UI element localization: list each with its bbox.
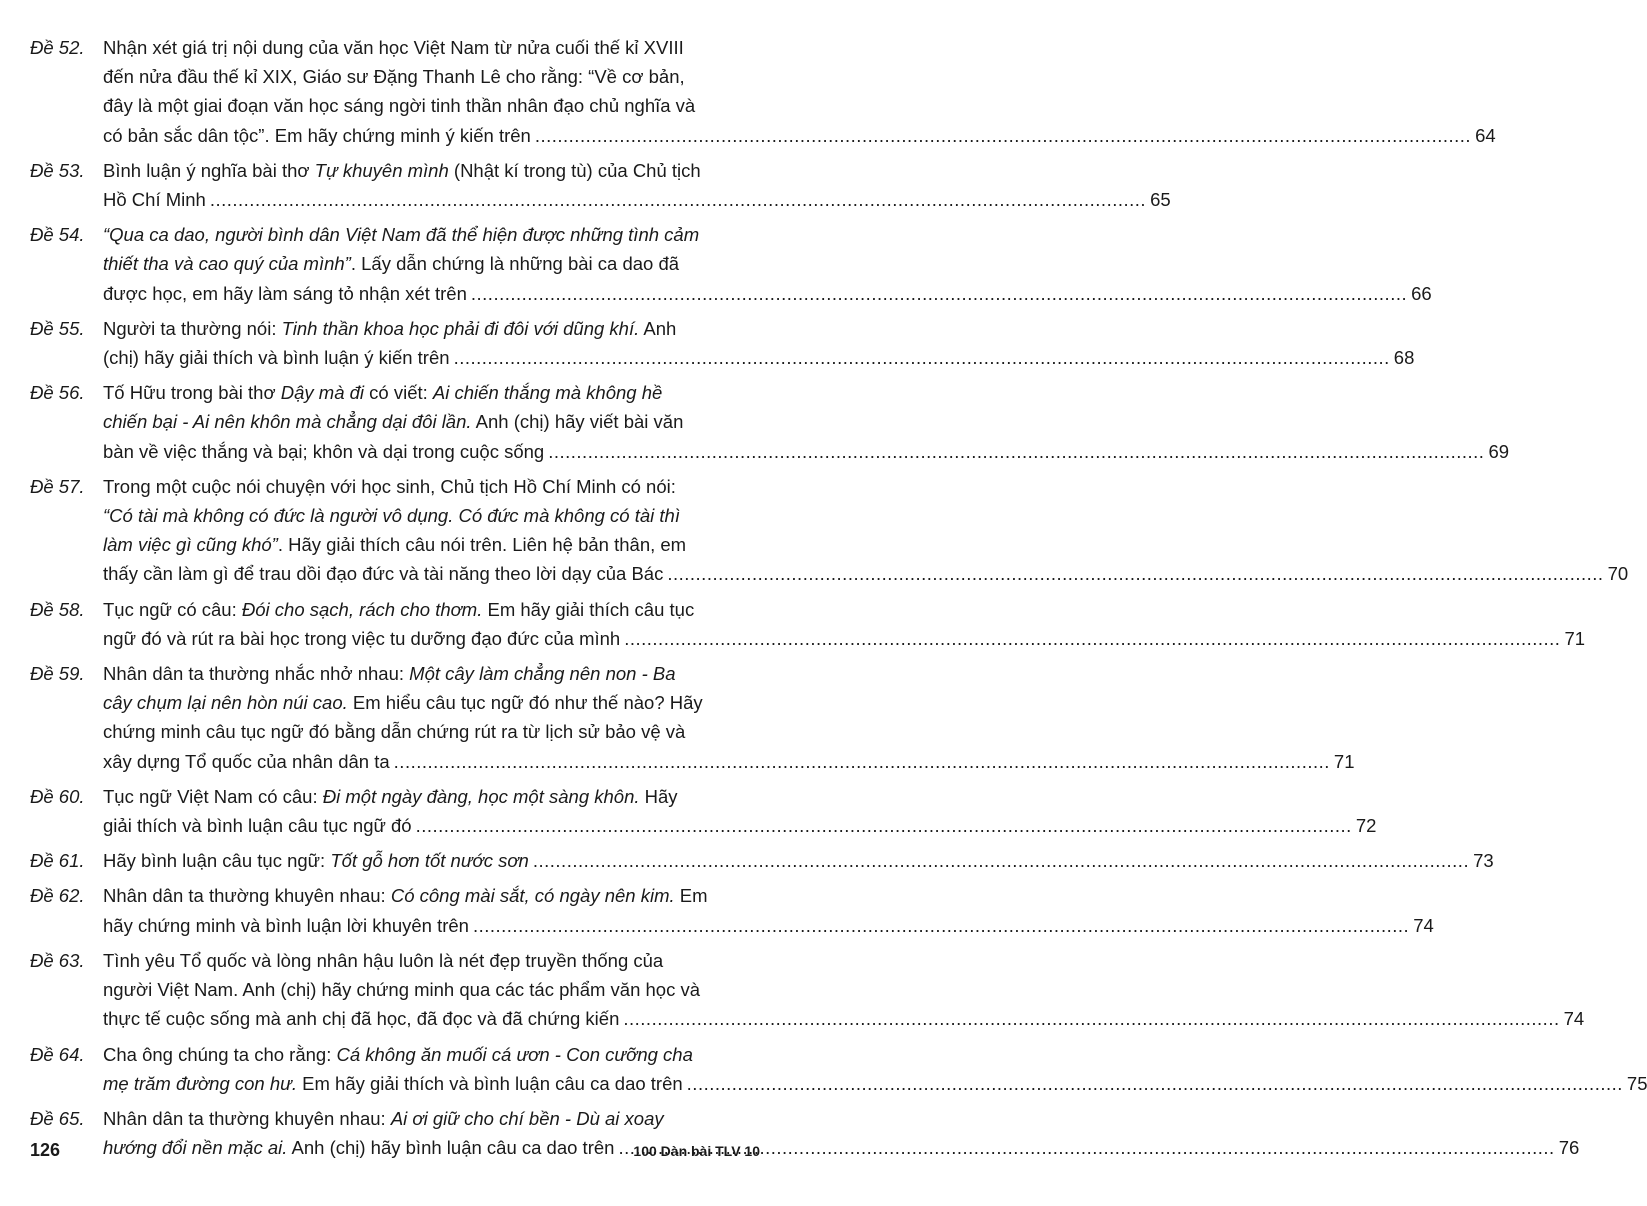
text-segment: . Hãy giải thích câu nói trên. Liên hệ bản thân, em <box>277 534 687 556</box>
entry-line <box>103 559 1628 588</box>
entry-number: Đề 65. <box>30 1107 85 1129</box>
entry-number: Đề 54. <box>30 224 85 246</box>
entry-number: Đề 61. <box>30 850 85 872</box>
toc-entry <box>30 33 1496 150</box>
table-of-contents <box>30 33 1647 1168</box>
entry-line <box>103 846 1494 875</box>
dot-leader <box>416 811 1352 840</box>
text-segment: hãy chứng minh và bình luận lời khuyên trên <box>103 914 469 936</box>
entry-line <box>103 472 1628 501</box>
page-ref: 71 <box>1564 627 1586 649</box>
text-segment: ngữ đó và rút ra bài học trong việc tu dưỡng đạo đức của mình <box>103 627 621 649</box>
entry-text <box>103 314 1414 372</box>
entry-line <box>103 407 1509 436</box>
text-segment: có bản sắc dân tộc”. Em hãy chứng minh ý kiến trên <box>103 124 531 146</box>
quoted-title: Dậy mà đi <box>280 382 365 404</box>
dot-leader <box>473 911 1409 940</box>
page-ref: 76 <box>1558 1137 1580 1159</box>
text-segment: đây là một giai đoạn văn học sáng ngời tinh thần nhân đạo chủ nghĩa và <box>103 95 696 117</box>
entry-text <box>103 782 1376 840</box>
quoted-title: Cá không ăn muối cá ươn - Con cưỡng cha <box>336 1043 693 1065</box>
text-segment: Anh (chị) hãy bình luận câu ca dao trên <box>287 1137 615 1159</box>
entry-line <box>103 1069 1647 1098</box>
text-segment: Hồ Chí Minh <box>103 189 206 211</box>
text-segment: Hãy <box>639 785 678 807</box>
entry-number: Đề 62. <box>30 885 85 907</box>
text-segment: (Nhật kí trong tù) của Chủ tịch <box>448 159 701 181</box>
text-segment: Tục ngữ Việt Nam có câu: <box>103 785 323 807</box>
text-segment: (chị) hãy giải thích và bình luận ý kiến trên <box>103 347 450 369</box>
dot-leader <box>535 121 1471 150</box>
toc-entry <box>30 472 1629 589</box>
page-number: 126 <box>30 1140 61 1160</box>
entry-line <box>103 688 1354 717</box>
entry-number: Đề 59. <box>30 663 85 685</box>
page-ref: 64 <box>1475 124 1496 146</box>
quoted-title: “Có tài mà không có đức là người vô dụng. Có đức mà không có tài thì <box>103 505 680 527</box>
quoted-title: Ai ơi giữ cho chí bền - Dù ai xoay <box>390 1107 664 1129</box>
entry-line <box>103 185 1171 214</box>
text-segment: Em hãy giải thích câu tục <box>482 598 695 620</box>
dot-leader <box>454 343 1390 372</box>
text-segment: Cha ông chúng ta cho rằng: <box>103 1043 337 1065</box>
quoted-title: mẹ trăm đường con hư. <box>103 1072 298 1094</box>
toc-entry <box>30 595 1586 653</box>
entry-line <box>103 911 1434 940</box>
entry-number: Đề 55. <box>30 317 85 339</box>
entry-number: Đề 57. <box>30 475 85 497</box>
text-segment: Anh (chị) hãy viết bài văn <box>471 411 684 433</box>
entry-line <box>103 378 1509 407</box>
text-segment: có viết: <box>364 382 433 404</box>
quoted-title: Tốt gỗ hơn tốt nước sơn <box>330 850 529 872</box>
entry-number: Đề 53. <box>30 159 85 181</box>
entry-line <box>103 343 1414 372</box>
entry-line <box>103 881 1434 910</box>
text-segment: được học, em hãy làm sáng tỏ nhận xét trên <box>103 282 467 304</box>
quoted-title: Đi một ngày đàng, học một sàng khôn. <box>322 785 640 807</box>
text-segment: Tục ngữ có câu: <box>103 598 242 620</box>
entry-line <box>103 530 1628 559</box>
text-segment: bàn về việc thắng và bại; khôn và dại trong cuộc sống <box>103 440 545 462</box>
book-title: 100 Dàn bài TLV 10 <box>633 1143 760 1159</box>
text-segment: Em hiểu câu tục ngữ đó như thế nào? Hãy <box>347 692 703 714</box>
dot-leader <box>471 279 1407 308</box>
text-segment: xây dựng Tổ quốc của nhân dân ta <box>103 750 390 772</box>
entry-line <box>103 782 1376 811</box>
entry-line <box>103 595 1585 624</box>
entry-text <box>103 946 1584 1034</box>
quoted-title: hướng đổi nền mặc ai. <box>103 1137 288 1159</box>
entry-line <box>103 624 1585 653</box>
entry-number: Đề 63. <box>30 949 85 971</box>
quoted-title: Đói cho sạch, rách cho thơm. <box>241 598 483 620</box>
entry-number: Đề 64. <box>30 1043 85 1065</box>
entry-line <box>103 1004 1584 1033</box>
entry-line <box>103 717 1354 746</box>
entry-text <box>103 881 1434 939</box>
page-ref: 72 <box>1355 815 1377 837</box>
entry-text <box>103 156 1171 214</box>
quoted-title: làm việc gì cũng khó” <box>103 534 278 556</box>
entry-text <box>103 1040 1647 1098</box>
toc-entry <box>30 1040 1647 1098</box>
entry-number: Đề 52. <box>30 37 85 58</box>
text-segment: Người ta thường nói: <box>103 317 282 339</box>
page-footer <box>30 1140 760 1161</box>
entry-number: Đề 60. <box>30 785 85 807</box>
entry-number: Đề 58. <box>30 598 85 620</box>
text-segment: Trong một cuộc nói chuyện với học sinh, Chủ tịch Hồ Chí Minh có nói: <box>103 475 676 497</box>
entry-number: Đề 56. <box>30 382 85 404</box>
entry-text <box>103 378 1509 466</box>
quoted-title: Tinh thần khoa học phải đi đôi với dũng khí. <box>281 317 640 339</box>
text-segment: giải thích và bình luận câu tục ngữ đó <box>103 815 412 837</box>
entry-text <box>103 659 1354 776</box>
text-segment: Nhân dân ta thường khuyên nhau: <box>103 1107 391 1129</box>
page-ref: 75 <box>1626 1072 1647 1094</box>
text-segment: đến nửa đầu thế kỉ XIX, Giáo sư Đặng Thanh Lê cho rằng: “Về cơ bản, <box>103 66 685 88</box>
text-segment: Tình yêu Tổ quốc và lòng nhân hậu luôn là nét đẹp truyền thống của <box>103 949 664 971</box>
dot-leader <box>623 1004 1559 1033</box>
entry-text <box>103 220 1432 308</box>
page-ref: 74 <box>1413 914 1434 936</box>
quoted-title: cây chụm lại nên hòn núi cao. <box>103 692 348 714</box>
entry-line <box>103 501 1628 530</box>
text-segment: Anh <box>639 317 677 339</box>
toc-entry <box>30 156 1171 214</box>
entry-line <box>103 437 1509 466</box>
dot-leader <box>624 624 1560 653</box>
quoted-title: thiết tha và cao quý của mình” <box>103 253 351 275</box>
toc-entry <box>30 220 1432 308</box>
text-segment: Nhân dân ta thường khuyên nhau: <box>103 885 391 907</box>
toc-entry <box>30 881 1434 939</box>
entry-line <box>103 975 1584 1004</box>
dot-leader <box>667 559 1603 588</box>
entry-text <box>103 33 1496 150</box>
text-segment: . Lấy dẫn chứng là những bài ca dao đã <box>350 253 680 275</box>
dot-leader <box>394 747 1330 776</box>
page-ref: 71 <box>1333 750 1355 772</box>
entry-text <box>103 472 1628 589</box>
text-segment: chứng minh câu tục ngữ đó bằng dẫn chứng rút ra từ lịch sử bảo vệ và <box>103 721 686 743</box>
page-ref: 69 <box>1488 440 1510 462</box>
dot-leader <box>548 437 1484 466</box>
text-segment: thấy cần làm gì để trau dồi đạo đức và tài năng theo lời dạy của Bác <box>103 563 664 585</box>
entry-line <box>103 946 1584 975</box>
text-segment: Em hãy giải thích và bình luận câu ca dao trên <box>297 1072 683 1094</box>
dot-leader <box>210 185 1146 214</box>
toc-entry <box>30 659 1355 776</box>
entry-text <box>103 595 1585 653</box>
page-ref: 74 <box>1563 1008 1585 1030</box>
quoted-title: Ai chiến thắng mà không hề <box>432 382 663 404</box>
entry-line <box>103 279 1432 308</box>
page-ref: 70 <box>1607 563 1629 585</box>
entry-line <box>103 1104 1579 1133</box>
quoted-title: Có công mài sắt, có ngày nên kim. <box>390 885 675 907</box>
quoted-title: chiến bại - Ai nên khôn mà chẳng dại đôi lần. <box>103 411 472 433</box>
text-segment: Hãy bình luận câu tục ngữ: <box>103 850 331 872</box>
text-segment: Em <box>674 885 708 907</box>
page-ref: 73 <box>1473 850 1494 872</box>
entry-line <box>103 62 1496 91</box>
entry-line <box>103 33 1496 62</box>
page-ref: 68 <box>1393 347 1415 369</box>
toc-entry <box>30 378 1510 466</box>
entry-line <box>103 1040 1647 1069</box>
toc-entry <box>30 782 1377 840</box>
page-ref: 65 <box>1150 189 1171 211</box>
dot-leader <box>533 846 1469 875</box>
entry-line <box>103 811 1376 840</box>
entry-line <box>103 121 1496 150</box>
entry-line <box>103 156 1171 185</box>
quoted-title: “Qua ca dao, người bình dân Việt Nam đã thể hiện được những tình cảm <box>103 224 700 246</box>
text-segment: người Việt Nam. Anh (chị) hãy chứng minh qua các tác phẩm văn học và <box>103 979 701 1001</box>
toc-entry <box>30 846 1494 875</box>
quoted-title: Một cây làm chẳng nên non - Ba <box>409 663 676 685</box>
entry-line <box>103 314 1414 343</box>
entry-line <box>103 659 1354 688</box>
quoted-title: Tự khuyên mình <box>314 159 449 181</box>
entry-line <box>103 220 1432 249</box>
text-segment: Nhân dân ta thường nhắc nhở nhau: <box>103 663 410 685</box>
entry-line <box>103 747 1354 776</box>
toc-entry <box>30 946 1585 1034</box>
text-segment: thực tế cuộc sống mà anh chị đã học, đã đọc và đã chứng kiến <box>103 1008 620 1030</box>
dot-leader <box>687 1069 1623 1098</box>
text-segment: Bình luận ý nghĩa bài thơ <box>103 159 315 181</box>
toc-entry <box>30 314 1415 372</box>
entry-line <box>103 249 1432 278</box>
text-segment: Nhận xét giá trị nội dung của văn học Việt Nam từ nửa cuối thế kỉ XVIII <box>103 37 684 58</box>
page-ref: 66 <box>1411 282 1432 304</box>
text-segment: Tố Hữu trong bài thơ <box>103 382 281 404</box>
entry-line <box>103 91 1496 120</box>
entry-text <box>103 846 1494 875</box>
